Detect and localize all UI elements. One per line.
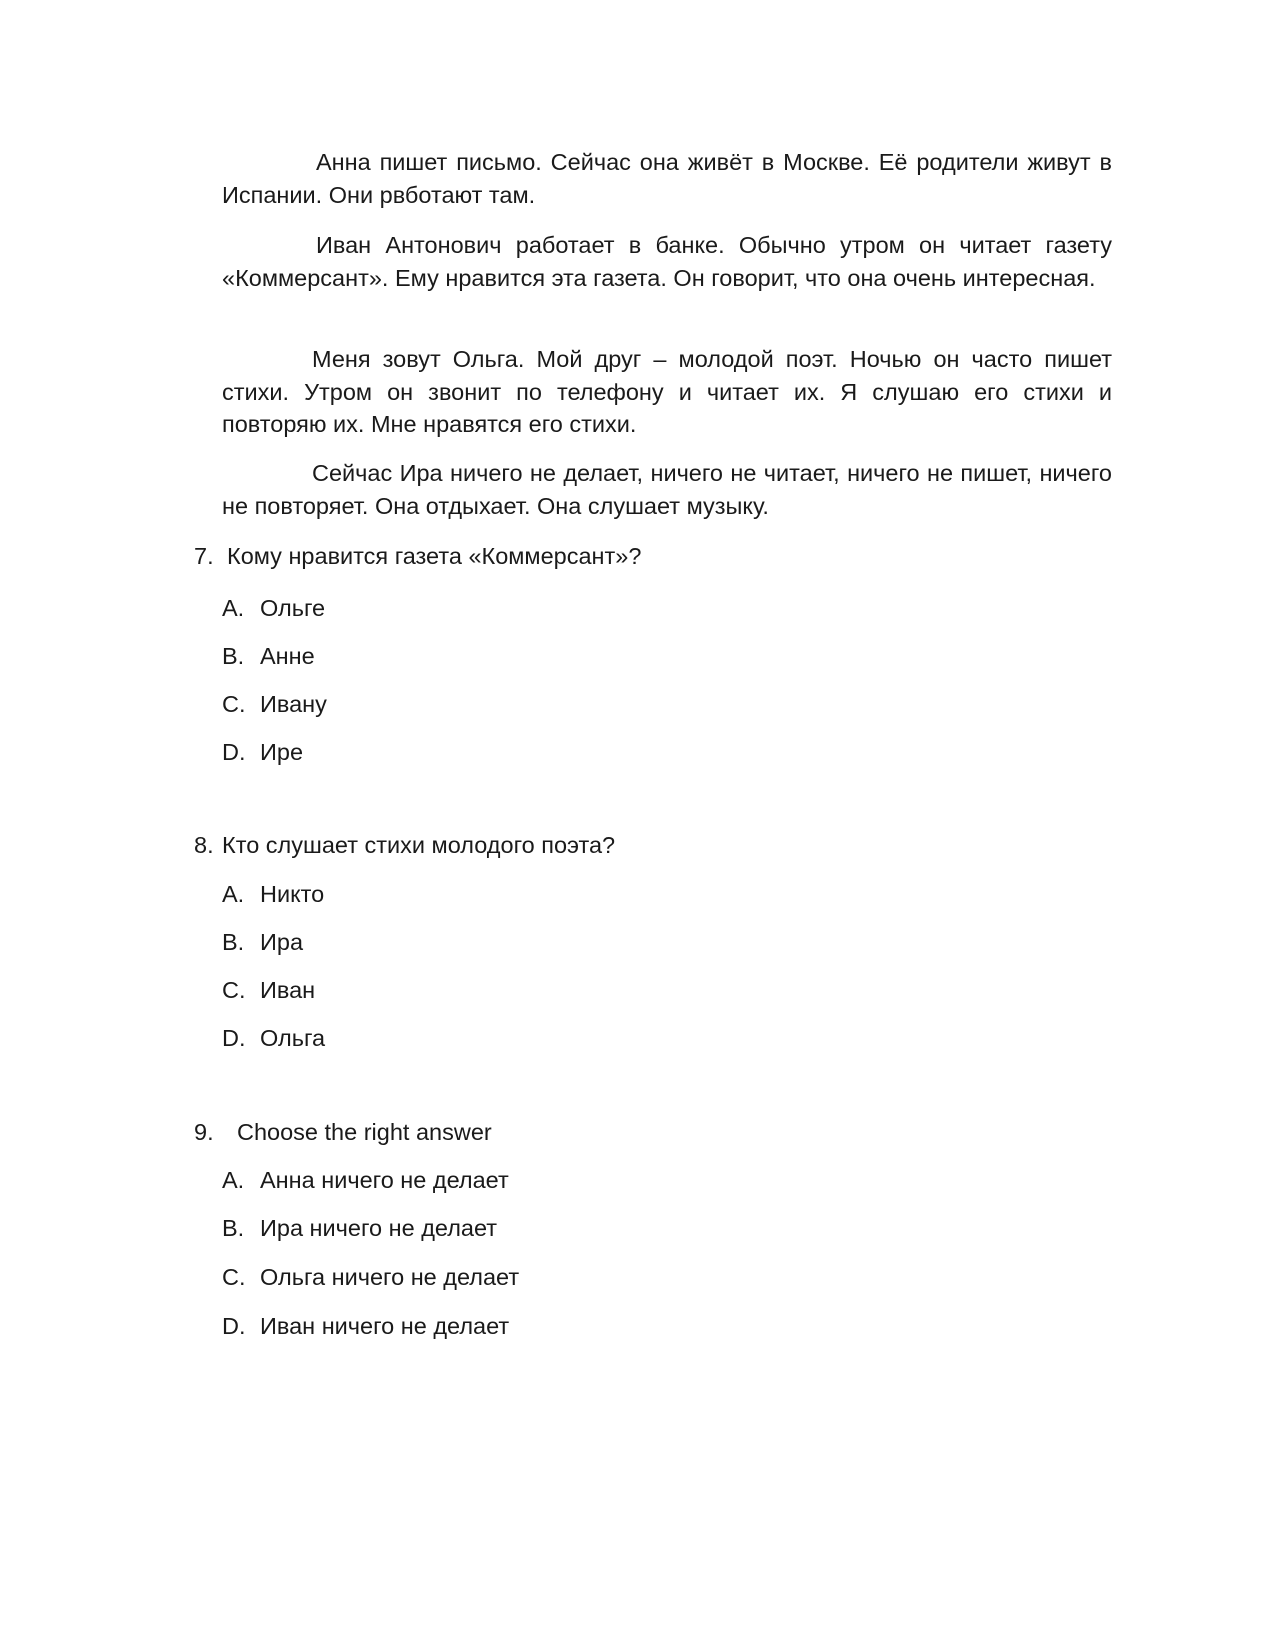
question-7-option-b[interactable] bbox=[222, 641, 315, 671]
question-number: 7. bbox=[194, 543, 214, 569]
passage-anna: Анна пишет письмо. Сейчас она живёт в Москве. Её родители живут в Испании. Они рвботают там. bbox=[222, 149, 1112, 208]
question-7-option-d[interactable] bbox=[222, 737, 303, 767]
question-7-option-c[interactable] bbox=[222, 689, 327, 719]
question-number: 9. bbox=[194, 1119, 214, 1145]
question-9-option-d[interactable] bbox=[222, 1311, 509, 1341]
option-letter: A. bbox=[222, 881, 245, 907]
option-letter: D. bbox=[222, 1313, 246, 1339]
question-8-option-c[interactable] bbox=[222, 975, 315, 1005]
question-8 bbox=[194, 830, 615, 860]
option-text: Ира bbox=[260, 929, 304, 955]
passage-olga: Меня зовут Ольга. Мой друг – молодой поэт. Ночью он часто пишет стихи. Утром он звонит по телефону и читает их. Я слушаю его стихи и повторяю их. Мне нравятся его стихи. bbox=[222, 346, 1112, 437]
question-7-option-a[interactable] bbox=[222, 593, 325, 623]
option-letter: C. bbox=[222, 691, 246, 717]
question-9 bbox=[194, 1117, 492, 1147]
option-text: Иван bbox=[260, 977, 316, 1003]
option-letter: B. bbox=[222, 929, 245, 955]
question-9-option-c[interactable] bbox=[222, 1262, 519, 1292]
option-letter: C. bbox=[222, 1264, 246, 1290]
question-9-option-a[interactable] bbox=[222, 1165, 509, 1195]
option-text: Ольге bbox=[260, 595, 326, 621]
question-text: Кому нравится газета «Коммерсант»? bbox=[227, 543, 642, 569]
option-letter: D. bbox=[222, 739, 246, 765]
question-8-option-a[interactable] bbox=[222, 879, 324, 909]
question-9-option-b[interactable] bbox=[222, 1213, 497, 1243]
option-letter: A. bbox=[222, 1167, 245, 1193]
question-8-option-d[interactable] bbox=[222, 1023, 325, 1053]
question-7 bbox=[194, 541, 641, 571]
option-text: Никто bbox=[260, 881, 325, 907]
option-text: Ольга ничего не делает bbox=[260, 1264, 520, 1290]
option-text: Анне bbox=[260, 643, 315, 669]
question-number: 8. bbox=[194, 832, 214, 858]
option-letter: A. bbox=[222, 595, 245, 621]
question-8-option-b[interactable] bbox=[222, 927, 303, 957]
option-text: Иван ничего не делает bbox=[260, 1313, 510, 1339]
option-letter: D. bbox=[222, 1025, 246, 1051]
passage-ivan: Иван Антонович работает в банке. Обычно утром он читает газету «Коммерсант». Ему нравится эта газета. Он говорит, что она очень интересная. bbox=[222, 232, 1112, 291]
option-text: Анна ничего не делает bbox=[260, 1167, 509, 1193]
option-text: Ольга bbox=[260, 1025, 326, 1051]
question-text: Choose the right answer bbox=[237, 1119, 492, 1145]
option-letter: C. bbox=[222, 977, 246, 1003]
option-text: Ира ничего не делает bbox=[260, 1215, 498, 1241]
option-letter: B. bbox=[222, 1215, 245, 1241]
option-letter: B. bbox=[222, 643, 245, 669]
option-text: Ире bbox=[260, 739, 304, 765]
question-text: Кто слушает стихи молодого поэта? bbox=[222, 832, 616, 858]
option-text: Ивану bbox=[260, 691, 327, 717]
passage-ira: Сейчас Ира ничего не делает, ничего не читает, ничего не пишет, ничего не повторяет. Она отдыхает. Она слушает музыку. bbox=[222, 460, 1112, 519]
